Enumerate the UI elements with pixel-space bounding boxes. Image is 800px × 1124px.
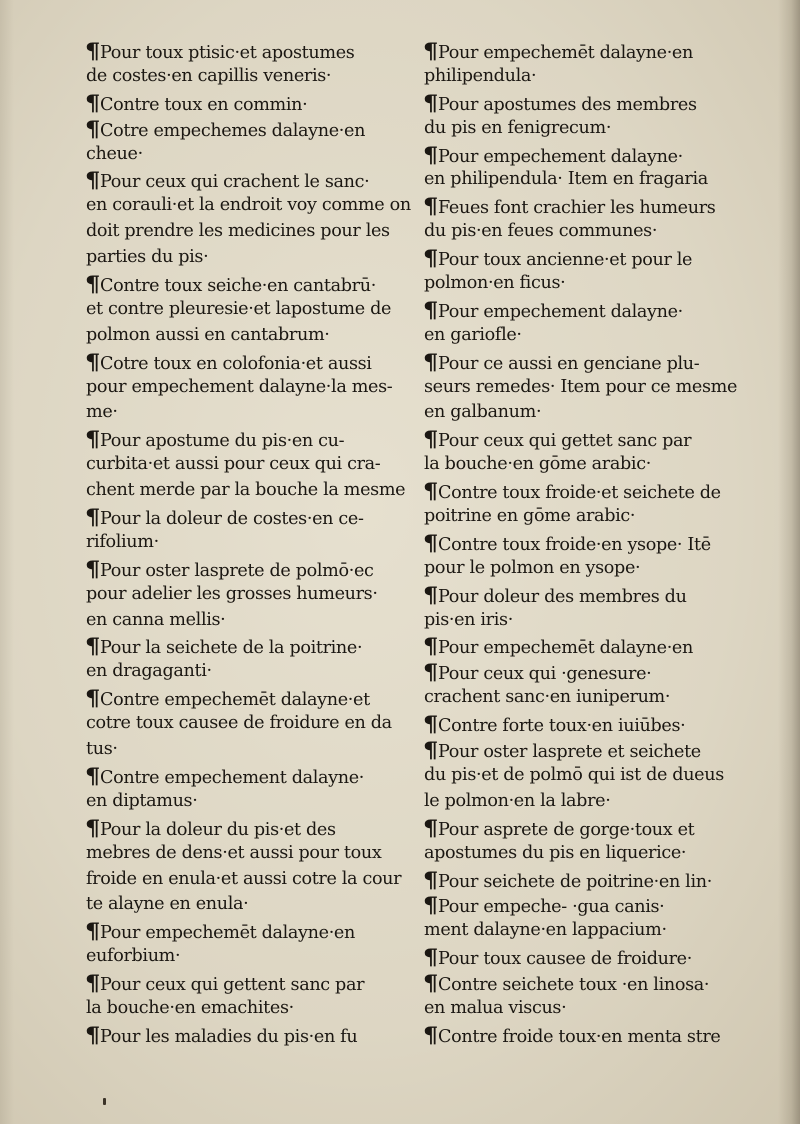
paragraph-mark-icon: ¶ — [85, 970, 100, 996]
text-line — [424, 944, 746, 970]
entry-text: Contre toux froide·en ysope· Itē — [438, 534, 711, 555]
paragraph-mark-icon: ¶ — [423, 529, 438, 555]
paragraph-mark-icon: ¶ — [423, 866, 438, 892]
text-line — [86, 685, 398, 711]
entry-text: Pour toux ancienne·et pour le — [438, 250, 693, 271]
text-line: froide en enula·et aussi cotre la cour — [86, 868, 402, 889]
paragraph-mark-icon: ¶ — [423, 711, 438, 737]
text-line — [86, 970, 398, 996]
entry-text: Pour toux ptisic·et apostumes — [100, 43, 355, 63]
entry-text: Pour la seichete de la poitrine· — [100, 638, 363, 659]
text-line — [424, 867, 746, 893]
text-line: en galbanum· — [424, 402, 542, 423]
entry-text: Contre empechemēt dalayne·et — [100, 690, 370, 711]
text-line: me· — [86, 402, 118, 423]
entry-text: Pour empechemēt dalayne·en — [438, 43, 693, 63]
text-line — [424, 426, 746, 452]
text-line — [424, 530, 746, 556]
entry-text: Pour les maladies du pis·en fu — [100, 1026, 358, 1047]
left-text-column — [85, 38, 411, 1048]
paragraph-mark-icon: ¶ — [85, 633, 100, 659]
text-line — [424, 892, 746, 918]
paragraph-mark-icon: ¶ — [85, 1021, 100, 1047]
entry-text: Feues font crachier les humeurs — [438, 198, 716, 219]
text-line: et contre pleuresie·et lapostume de — [86, 298, 392, 319]
text-line: mebres de dens·et aussi pour toux — [86, 842, 382, 863]
text-line — [86, 504, 398, 530]
text-line — [424, 711, 746, 737]
text-line — [424, 38, 746, 64]
entry-text: Pour doleur des membres du — [438, 586, 687, 607]
entry-text: Pour oster lasprete et seichete — [438, 742, 701, 763]
text-line: du pis·et de polmō qui ist de dueus — [424, 764, 724, 785]
paragraph-mark-icon: ¶ — [423, 296, 438, 322]
text-line: la bouche·en gōme arabic· — [424, 454, 651, 475]
text-line: rifolium· — [86, 531, 159, 552]
entry-text: Pour la doleur du pis·et des — [100, 819, 336, 840]
entry-text: Pour ceux qui ·genesure· — [438, 664, 652, 685]
text-line — [424, 815, 746, 841]
ink-speck — [103, 1098, 106, 1105]
paragraph-mark-icon: ¶ — [85, 167, 100, 193]
text-line: en malua viscus· — [424, 997, 567, 1018]
text-line — [424, 1022, 746, 1048]
text-line: en canna mellis· — [86, 609, 226, 630]
entry-text: Contre froide toux·en menta stre — [438, 1026, 721, 1047]
entry-text: Pour asprete de gorge·toux et — [438, 819, 695, 840]
text-line — [424, 633, 746, 659]
right-text-column — [424, 38, 746, 1048]
text-line: crachent sanc·en iuniperum· — [424, 687, 671, 708]
entry-text: Pour empechement dalayne· — [438, 146, 683, 167]
entry-text: Cotre empechemes dalayne·en — [100, 120, 366, 141]
text-line: philipendula· — [424, 65, 537, 86]
paragraph-mark-icon: ¶ — [423, 478, 438, 504]
paragraph-mark-icon: ¶ — [423, 245, 438, 271]
text-line: pour empechement dalayne·la mes- — [86, 376, 393, 397]
paragraph-mark-icon: ¶ — [423, 814, 438, 840]
text-line — [86, 763, 398, 789]
paragraph-mark-icon: ¶ — [85, 348, 100, 374]
paragraph-mark-icon: ¶ — [423, 193, 438, 219]
entry-text: Pour ceux qui gettent sanc par — [100, 975, 365, 996]
paragraph-mark-icon: ¶ — [85, 555, 100, 581]
text-line — [86, 426, 398, 452]
text-line — [86, 38, 398, 64]
paragraph-mark-icon: ¶ — [85, 685, 100, 711]
text-line: le polmon·en la labre· — [424, 790, 611, 811]
entry-text: Pour ceux qui gettet sanc par — [438, 431, 692, 452]
paragraph-mark-icon: ¶ — [423, 348, 438, 374]
text-line: apostumes du pis en liquerice· — [424, 842, 687, 863]
text-line: pour le polmon en ysope· — [424, 557, 641, 578]
text-line — [424, 297, 746, 323]
text-line — [424, 970, 746, 996]
paragraph-mark-icon: ¶ — [85, 918, 100, 944]
text-line — [86, 556, 398, 582]
text-line — [424, 349, 746, 375]
page-edge-shadow — [778, 0, 800, 1124]
paragraph-mark-icon: ¶ — [85, 762, 100, 788]
entry-text: Cotre toux en colofonia·et aussi — [100, 353, 372, 374]
entry-text: Pour empechemēt dalayne·en — [100, 923, 355, 944]
entry-text: Pour apostumes des membres — [438, 94, 697, 115]
text-line — [86, 815, 398, 841]
text-line: du pis·en feues communes· — [424, 221, 658, 242]
entry-text: Contre toux seiche·en cantabrū· — [100, 276, 376, 297]
text-line — [424, 90, 746, 116]
paragraph-mark-icon: ¶ — [423, 892, 438, 918]
entry-text: Pour ceux qui crachent le sanc· — [100, 172, 370, 193]
text-line: en philipendula· Item en fragaria — [424, 169, 708, 190]
text-line — [86, 167, 398, 193]
text-line: ment dalayne·en lappacium· — [424, 920, 667, 941]
entry-text: Pour la doleur de costes·en ce- — [100, 509, 364, 530]
entry-text: Contre seichete toux ·en linosa· — [438, 975, 710, 996]
text-line — [424, 478, 746, 504]
paragraph-mark-icon: ¶ — [85, 271, 100, 297]
text-line — [86, 918, 398, 944]
entry-text: Pour empechemēt dalayne·en — [438, 638, 693, 659]
entry-text: Contre empechement dalayne· — [100, 767, 365, 788]
paragraph-mark-icon: ¶ — [423, 944, 438, 970]
text-line — [424, 193, 746, 219]
entry-text: Pour ce aussi en genciane plu- — [438, 353, 700, 374]
text-line: polmon·en ficus· — [424, 273, 566, 294]
paragraph-mark-icon: ¶ — [423, 659, 438, 685]
text-line: pis·en iris· — [424, 609, 513, 630]
entry-text: Pour empeche- ·gua canis· — [438, 897, 665, 918]
text-line: curbita·et aussi pour ceux qui cra- — [86, 454, 381, 475]
text-line — [424, 737, 746, 763]
text-line: la bouche·en emachites· — [86, 997, 294, 1018]
entry-text: Contre forte toux·en iuiūbes· — [438, 716, 686, 737]
text-line: pour adelier les grosses humeurs· — [86, 583, 378, 604]
text-line — [424, 659, 746, 685]
text-line — [424, 582, 746, 608]
paragraph-mark-icon: ¶ — [423, 426, 438, 452]
text-line: en diptamus· — [86, 790, 198, 811]
paragraph-mark-icon: ¶ — [85, 115, 100, 141]
text-line: cotre toux causee de froidure en da — [86, 713, 392, 734]
text-line — [424, 142, 746, 168]
paragraph-mark-icon: ¶ — [85, 38, 100, 63]
entry-text: Pour empechement dalayne· — [438, 301, 683, 322]
text-line: doit prendre les medicines pour les — [86, 221, 390, 242]
entry-text: Contre toux en commin· — [100, 94, 308, 115]
paragraph-mark-icon: ¶ — [423, 737, 438, 763]
text-line — [86, 633, 398, 659]
text-line — [424, 245, 746, 271]
text-line — [86, 271, 398, 297]
text-line: chent merde par la bouche la mesme — [86, 480, 406, 501]
paragraph-mark-icon: ¶ — [423, 970, 438, 996]
text-line: cheue· — [86, 143, 143, 164]
text-line — [86, 90, 398, 116]
paragraph-mark-icon: ¶ — [423, 1021, 438, 1047]
text-line: euforbium· — [86, 946, 181, 967]
text-line: de costes·en capillis veneris· — [86, 65, 332, 86]
paragraph-mark-icon: ¶ — [423, 38, 438, 63]
text-line: polmon aussi en cantabrum· — [86, 324, 330, 345]
text-line: en dragaganti· — [86, 661, 212, 682]
text-line — [86, 1022, 398, 1048]
text-line: seurs remedes· Item pour ce mesme — [424, 376, 738, 397]
paragraph-mark-icon: ¶ — [423, 141, 438, 167]
paragraph-mark-icon: ¶ — [423, 581, 438, 607]
entry-text: Pour toux causee de froidure· — [438, 949, 692, 970]
text-line — [86, 116, 398, 142]
paragraph-mark-icon: ¶ — [423, 633, 438, 659]
paragraph-mark-icon: ¶ — [85, 426, 100, 452]
text-line: parties du pis· — [86, 247, 209, 268]
text-line: en gariofle· — [424, 324, 522, 345]
text-line: te alayne en enula· — [86, 894, 249, 915]
paragraph-mark-icon: ¶ — [85, 504, 100, 530]
text-line: du pis en fenigrecum· — [424, 117, 612, 138]
paragraph-mark-icon: ¶ — [423, 89, 438, 115]
text-line: en corauli·et la endroit voy comme on — [86, 195, 411, 216]
paragraph-mark-icon: ¶ — [85, 814, 100, 840]
page-gutter-shadow — [0, 0, 14, 1124]
paragraph-mark-icon: ¶ — [85, 89, 100, 115]
entry-text: Contre toux froide·et seichete de — [438, 483, 721, 504]
text-line: tus· — [86, 739, 118, 760]
entry-text: Pour seichete de poitrine·en lin· — [438, 871, 712, 892]
entry-text: Pour oster lasprete de polmō·ec — [100, 560, 374, 581]
entry-text: Pour apostume du pis·en cu- — [100, 431, 345, 452]
text-line: poitrine en gōme arabic· — [424, 506, 636, 527]
text-line — [86, 349, 398, 375]
